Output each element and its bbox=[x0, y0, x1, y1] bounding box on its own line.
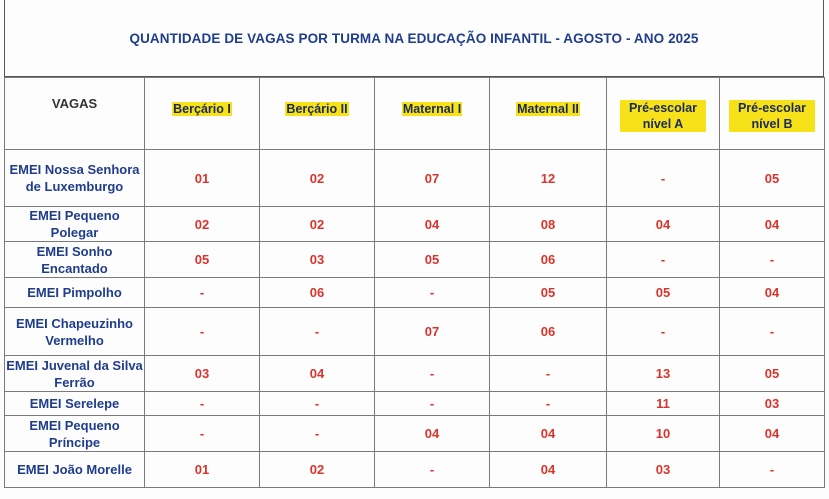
vacancy-value-cell: 05 bbox=[720, 356, 825, 392]
vacancy-value-cell: 02 bbox=[260, 452, 375, 488]
vacancy-value-cell: 10 bbox=[607, 416, 720, 452]
vacancy-value-cell: 04 bbox=[375, 207, 490, 242]
vacancy-value-cell: 06 bbox=[260, 278, 375, 308]
school-name-cell: EMEI João Morelle bbox=[5, 452, 145, 488]
vacancy-value-cell: 05 bbox=[490, 278, 607, 308]
vacancy-value-cell: - bbox=[145, 308, 260, 356]
vacancy-value-cell: 03 bbox=[145, 356, 260, 392]
vacancy-value-cell: - bbox=[607, 150, 720, 207]
vacancy-value-cell: - bbox=[260, 308, 375, 356]
school-name-cell: EMEI Pequeno Príncipe bbox=[5, 416, 145, 452]
vacancy-value-cell: - bbox=[720, 308, 825, 356]
header-bercario-2 bbox=[260, 78, 375, 150]
school-name-cell: EMEI Chapeuzinho Vermelho bbox=[5, 308, 145, 356]
vacancy-value-cell: - bbox=[145, 392, 260, 416]
vacancy-value-cell: - bbox=[490, 356, 607, 392]
vacancy-value-cell: 04 bbox=[375, 416, 490, 452]
school-name-cell: EMEI Juvenal da Silva Ferrão bbox=[6, 357, 143, 390]
header-maternal-2 bbox=[490, 78, 607, 150]
vacancy-value-cell: 06 bbox=[490, 308, 607, 356]
vacancy-value-cell: 04 bbox=[490, 452, 607, 488]
header-row bbox=[5, 78, 825, 150]
header-label: Berçário II bbox=[286, 102, 348, 116]
table-row bbox=[5, 150, 825, 207]
vacancy-value-cell: - bbox=[607, 242, 720, 278]
vacancy-value-cell: 05 bbox=[145, 242, 260, 278]
vacancy-value-cell: - bbox=[260, 416, 375, 452]
vacancy-value-cell: 02 bbox=[145, 207, 260, 242]
vacancy-value-cell: 05 bbox=[720, 150, 825, 207]
header-label: Pré-escolar nível B bbox=[729, 100, 815, 132]
vacancy-value-cell: - bbox=[720, 452, 825, 488]
vacancy-value-cell: - bbox=[490, 392, 607, 416]
vacancy-value-cell: 07 bbox=[375, 308, 490, 356]
vacancy-value-cell: 13 bbox=[607, 356, 720, 392]
vacancy-value-cell: - bbox=[607, 308, 720, 356]
table-row bbox=[5, 207, 825, 242]
table-row bbox=[5, 308, 825, 356]
vacancy-value-cell: 05 bbox=[607, 278, 720, 308]
vacancy-value-cell: 01 bbox=[145, 452, 260, 488]
vacancy-value-cell: - bbox=[375, 356, 490, 392]
header-pre-escolar-b bbox=[720, 78, 825, 150]
vacancy-value-cell: - bbox=[145, 278, 260, 308]
vacancy-value-cell: 07 bbox=[375, 150, 490, 207]
vacancy-value-cell: 01 bbox=[145, 150, 260, 207]
table-body bbox=[5, 150, 825, 488]
header-bercario-1 bbox=[145, 78, 260, 150]
table-row bbox=[5, 278, 825, 308]
vacancy-value-cell: 04 bbox=[260, 356, 375, 392]
table-row bbox=[5, 416, 825, 452]
header-pre-escolar-a bbox=[607, 78, 720, 150]
vacancy-value-cell: 04 bbox=[607, 207, 720, 242]
vacancies-table bbox=[4, 77, 825, 488]
vacancy-value-cell: - bbox=[260, 392, 375, 416]
school-name-cell: EMEI Pequeno Polegar bbox=[5, 207, 145, 242]
table-row bbox=[5, 356, 825, 392]
school-name-cell: EMEI Serelepe bbox=[5, 392, 145, 416]
vacancy-value-cell: 02 bbox=[260, 207, 375, 242]
vacancy-value-cell: - bbox=[375, 278, 490, 308]
school-name-cell: EMEI Pimpolho bbox=[5, 278, 145, 308]
vacancy-value-cell: 03 bbox=[607, 452, 720, 488]
vacancy-value-cell: 11 bbox=[607, 392, 720, 416]
vacancy-value-cell: 03 bbox=[260, 242, 375, 278]
vacancy-value-cell: 05 bbox=[375, 242, 490, 278]
vacancy-value-cell: 04 bbox=[720, 207, 825, 242]
table-row bbox=[5, 242, 825, 278]
vacancy-value-cell: 04 bbox=[720, 416, 825, 452]
vacancy-value-cell: 08 bbox=[490, 207, 607, 242]
header-label: Maternal II bbox=[517, 102, 579, 116]
vacancy-value-cell: 04 bbox=[490, 416, 607, 452]
vacancy-value-cell: 03 bbox=[720, 392, 825, 416]
vacancy-value-cell: 02 bbox=[260, 150, 375, 207]
vacancy-value-cell: - bbox=[375, 452, 490, 488]
document-title: QUANTIDADE DE VAGAS POR TURMA NA EDUCAÇÃO INFANTIL - AGOSTO - ANO 2025 bbox=[129, 30, 699, 46]
table-row bbox=[5, 392, 825, 416]
vacancy-value-cell: 04 bbox=[720, 278, 825, 308]
title-box bbox=[4, 0, 824, 77]
header-label: Maternal I bbox=[402, 102, 462, 116]
school-name-cell: EMEI Sonho Encantado bbox=[5, 242, 145, 278]
vacancy-value-cell: - bbox=[720, 242, 825, 278]
vacancy-value-cell: 12 bbox=[490, 150, 607, 207]
header-label: Berçário I bbox=[173, 102, 231, 116]
header-label: Pré-escolar nível A bbox=[620, 100, 706, 132]
header-maternal-1 bbox=[375, 78, 490, 150]
vacancy-value-cell: - bbox=[145, 416, 260, 452]
vacancy-value-cell: - bbox=[375, 392, 490, 416]
school-name-cell: EMEI Nossa Senhora de Luxemburgo bbox=[5, 150, 145, 207]
table-row bbox=[5, 452, 825, 488]
vacancy-value-cell: 06 bbox=[490, 242, 607, 278]
header-vagas: VAGAS bbox=[5, 78, 145, 150]
